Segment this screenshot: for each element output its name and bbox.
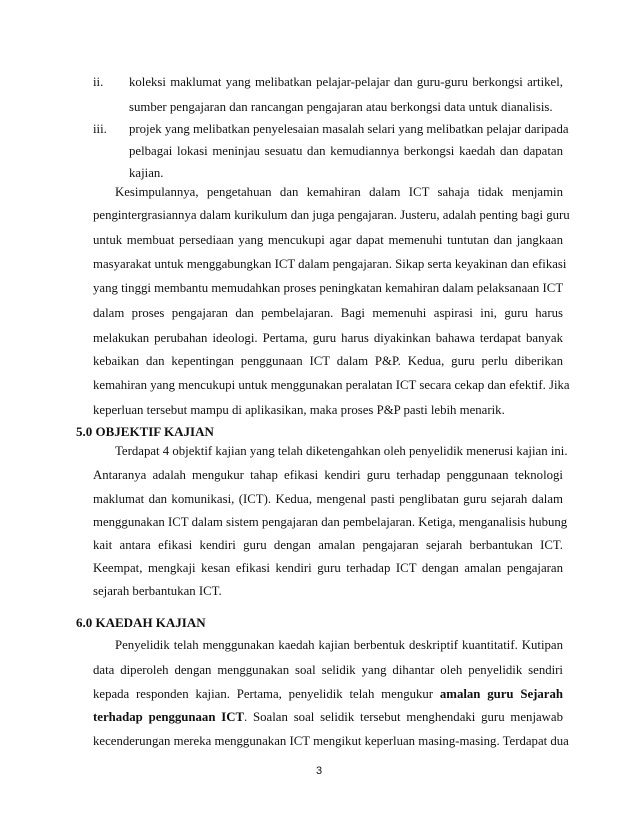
section-heading-kaedah: 6.0 KAEDAH KAJIAN (76, 615, 206, 630)
conclusion-line-1: Kesimpulannya, pengetahuan dan kemahiran dalam ICT sahaja tidak menjamin (115, 185, 563, 199)
page-number: 3 (315, 765, 323, 777)
conclusion-line-5: yang tinggi membantu memudahkan proses peningkatan kemahiran dalam pelaksanaan ICT (93, 281, 564, 295)
conclusion-line-6: dalam proses pengajaran dan pembelajaran. Bagi memenuhi aspirasi ini, guru harus (93, 306, 563, 320)
objektif-line-3: maklumat dan komunikasi, (ICT). Kedua, mengenal pasti penglibatan guru sejarah dalam (93, 492, 563, 506)
objektif-line-4: menggunakan ICT dalam sistem pengajaran dan pembelajaran. Ketiga, menganalisis hubung (93, 515, 568, 529)
list-item-iii-line-3: kajian. (129, 166, 164, 180)
kaedah-line-3 (93, 686, 563, 702)
list-numeral-ii: ii. (93, 75, 104, 89)
kaedah-line-4-text: . Soalan soal selidik tersebut menghendaki guru menjawab (244, 710, 563, 724)
kaedah-line-3-text: kepada responden kajian. Pertama, penyelidik telah mengukur (93, 687, 440, 701)
objektif-line-5: kait antara efikasi kendiri guru dengan amalan pengajaran sejarah berbantukan ICT. (93, 538, 563, 552)
kaedah-line-4 (93, 709, 563, 725)
kaedah-line-2: data diperoleh dengan menggunakan soal selidik yang dihantar oleh penyelidik sendiri (93, 663, 563, 677)
kaedah-emphasis-penggunaan-ict: terhadap penggunaan ICT (93, 710, 245, 724)
conclusion-line-7: melakukan perubahan ideologi. Pertama, guru harus diyakinkan bahawa terdapat banyak (93, 331, 563, 345)
list-item-ii-line-1: koleksi maklumat yang melibatkan pelajar-pelajar dan guru-guru berkongsi artikel, (129, 75, 563, 89)
kaedah-line-5: kecenderungan mereka menggunakan ICT mengikut keperluan masing-masing. Terdapat dua (93, 734, 569, 748)
objektif-line-6: Keempat, mengkaji kesan efikasi kendiri guru terhadap ICT dengan amalan pengajaran (93, 561, 563, 575)
list-numeral-iii: iii. (93, 122, 107, 136)
objektif-line-2: Antaranya adalah mengukur tahap efikasi kendiri guru terhadap penggunaan teknologi (93, 468, 563, 482)
objektif-line-1: Terdapat 4 objektif kajian yang telah diketengahkan oleh penyelidik menerusi kajian ini. (115, 444, 568, 458)
conclusion-line-3: untuk membuat persediaan yang mencukupi agar dapat memenuhi tuntutan dan jangkaan (93, 233, 563, 247)
list-item-iii-line-2: pelbagai lokasi meninjau sesuatu dan kemudiannya berkongsi kaedah dan dapatan (129, 144, 563, 158)
conclusion-line-4: masyarakat untuk menggabungkan ICT dalam pengajaran. Sikap serta keyakinan dan efikasi (93, 257, 567, 271)
section-heading-objektif: 5.0 OBJEKTIF KAJIAN (76, 424, 214, 439)
objektif-line-7: sejarah berbantukan ICT. (93, 584, 222, 598)
list-item-ii-line-2: sumber pengajaran dan rancangan pengajaran atau berkongsi data untuk dianalisis. (129, 100, 553, 114)
conclusion-line-8: kebaikan dan kepentingan penggunaan ICT dalam P&P. Kedua, guru perlu diberikan (93, 354, 563, 368)
conclusion-line-10: keperluan tersebut mampu di aplikasikan, maka proses P&P pasti lebih menarik. (93, 403, 505, 417)
kaedah-line-1: Penyelidik telah menggunakan kaedah kajian berbentuk deskriptif kuantitatif. Kutipan (115, 638, 563, 652)
conclusion-line-9: kemahiran yang mencukupi untuk menggunakan peralatan ICT secara cekap dan efektif. Jika (93, 378, 570, 392)
kaedah-emphasis-amalan-guru: amalan guru Sejarah (439, 687, 564, 701)
list-item-iii-line-1: projek yang melibatkan penyelesaian masalah selari yang melibatkan pelajar daripada (129, 122, 569, 136)
conclusion-line-2: pengintergrasiannya dalam kurikulum dan juga pengajaran. Justeru, adalah penting bagi guru (93, 208, 570, 222)
